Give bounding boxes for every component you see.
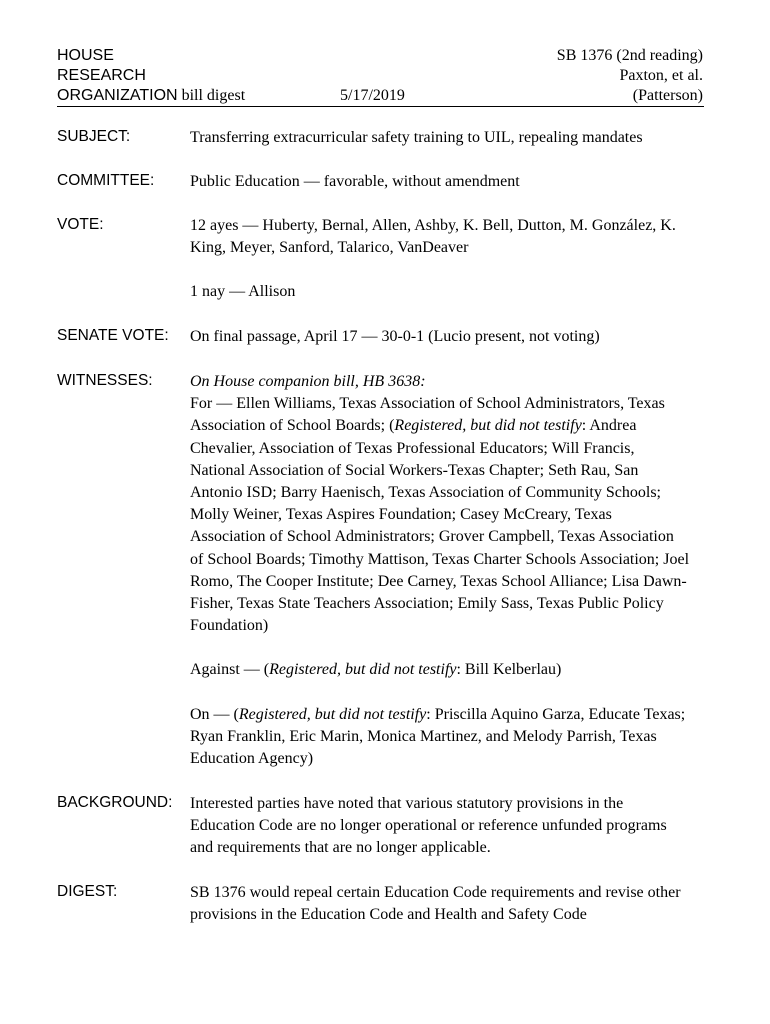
digest-text: SB 1376 would repeal certain Education Code requirements and revise other provisions in the Education Code and Health and Safety Code bbox=[190, 884, 681, 924]
background-text: Interested parties have noted that various statutory provisions in the Education Code are no longer operational or reference unfunded programs and requirements that are no longer applicable. bbox=[190, 795, 667, 857]
committee-text: Public Education — favorable, without amendment bbox=[190, 173, 520, 190]
witnesses-for: For — Ellen Williams, Texas Association of School Administrators, Texas Association of School Boards; (Registered, but did not testify: Andrea Chevalier, Association of Texas Professional Educators; Will Francis, National Association of Social Workers-Texas Chapter; Seth Rau, San Antonio ISD; Barry Haenisch, Texas Association of Community Schools; Molly Weiner, Texas Aspires Foundation; Casey McCreary, Texas Association of School Administrators; Grover Campbell, Texas Association of School Boards; Timothy Mattison, Texas Charter Schools Association; Joel Romo, The Cooper Institute; Dee Carney, Texas School Alliance; Lisa Dawn-Fisher, Texas State Teachers Association; Emily Sass, Texas Public Policy Foundation) bbox=[190, 395, 690, 635]
witnesses-on: On — (Registered, but did not testify: Priscilla Aquino Garza, Educate Texas; Ryan Franklin, Eric Marin, Monica Martinez, and Melody Parrish, Texas Education Agency) bbox=[190, 705, 686, 768]
bill-digest-label: bill digest bbox=[181, 87, 246, 104]
bill-authors: Paxton, et al. bbox=[619, 67, 703, 84]
bill-number: SB 1376 (2nd reading) bbox=[556, 47, 703, 64]
header-divider bbox=[57, 106, 704, 107]
subject-text: Transferring extracurricular safety training to UIL, repealing mandates bbox=[190, 129, 643, 146]
witnesses-label: WITNESSES: bbox=[57, 372, 153, 389]
org-line-research: RESEARCH bbox=[57, 67, 146, 84]
committee-label: COMMITTEE: bbox=[57, 172, 155, 189]
subject-label: SUBJECT: bbox=[57, 128, 131, 145]
vote-ayes: 12 ayes — Huberty, Bernal, Allen, Ashby, K. Bell, Dutton, M. González, K. King, Meyer, Sanford, Talarico, VanDeaver bbox=[190, 217, 676, 257]
witnesses-companion: On House companion bill, HB 3638: bbox=[190, 373, 426, 390]
org-line-organization: ORGANIZATION bbox=[57, 87, 178, 104]
senate-vote-text: On final passage, April 17 — 30-0-1 (Lucio present, not voting) bbox=[190, 328, 600, 345]
background-label: BACKGROUND: bbox=[57, 794, 173, 811]
org-line-house: HOUSE bbox=[57, 47, 114, 64]
organization-name bbox=[57, 46, 245, 106]
bill-sponsor: (Patterson) bbox=[632, 87, 703, 104]
vote-label: VOTE: bbox=[57, 216, 104, 233]
digest-label: DIGEST: bbox=[57, 883, 118, 900]
document-header bbox=[57, 46, 703, 108]
senate-vote-label: SENATE VOTE: bbox=[57, 327, 169, 344]
witnesses-against: Against — (Registered, but did not testify: Bill Kelberlau) bbox=[190, 661, 562, 679]
vote-nays: 1 nay — Allison bbox=[190, 283, 296, 301]
bill-info bbox=[557, 46, 703, 106]
digest-date: 5/17/2019 bbox=[340, 87, 405, 104]
